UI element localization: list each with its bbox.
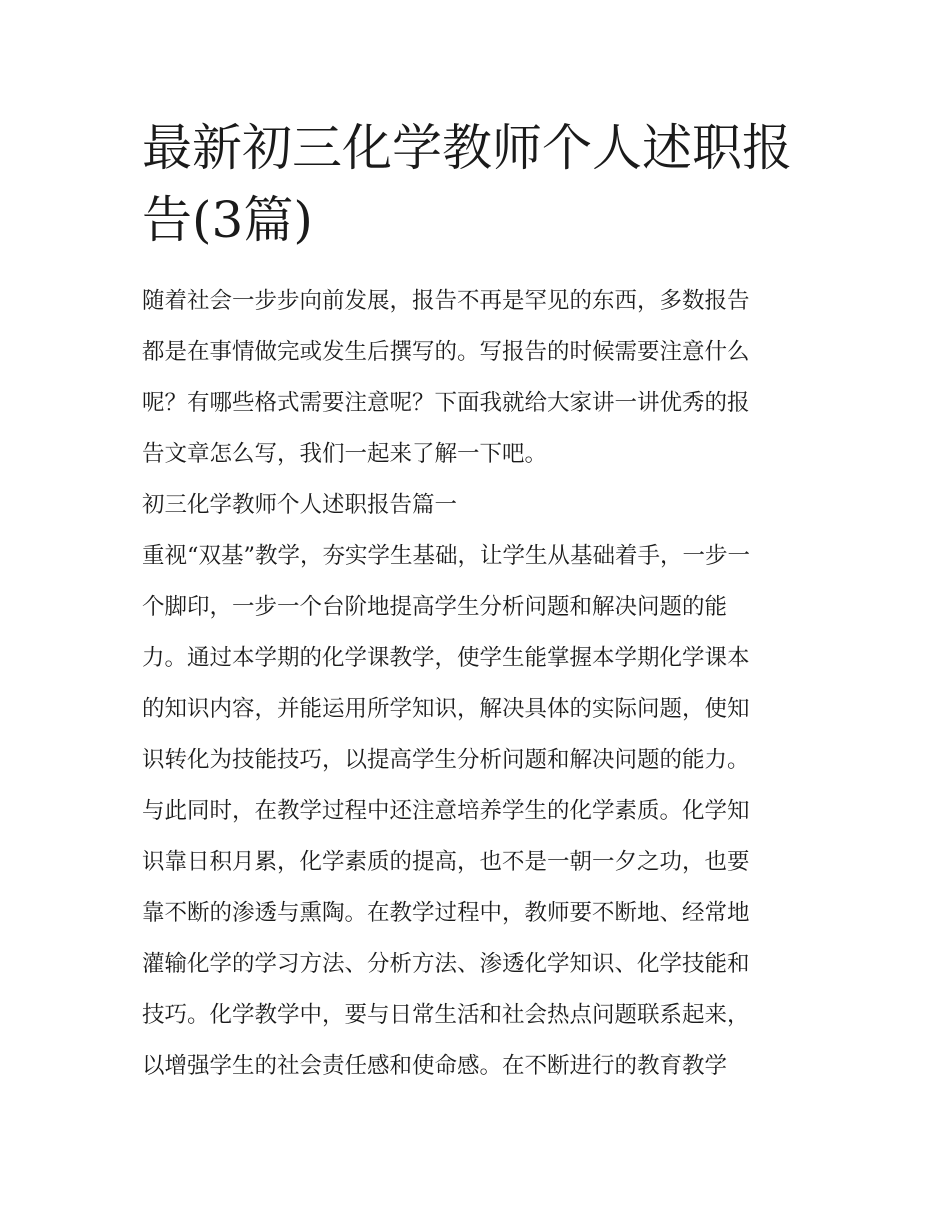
section-heading-text: 初三化学教师个人述职报告篇一 (142, 492, 458, 518)
paragraph-line: 识转化为技能技巧，以提高学生分析问题和解决问题的能力。 (142, 747, 750, 773)
paragraph-line: 识靠日积月累，化学素质的提高，也不是一朝一夕之功，也要 (142, 849, 750, 875)
section-heading (142, 480, 822, 531)
paragraph-line: 力。通过本学期的化学课教学，使学生能掌握本学期化学课本 (142, 645, 750, 671)
paragraph-line: 告文章怎么写，我们一起来了解一下吧。 (142, 441, 548, 467)
paragraph-line: 随着社会一步步向前发展，报告不再是罕见的东西，多数报告 (142, 288, 750, 314)
paragraph-line: 重视“双基”教学，夯实学生基础，让学生从基础着手，一步一 (142, 543, 751, 569)
paragraph-line: 靠不断的渗透与熏陶。在教学过程中，教师要不断地、经常地 (142, 900, 750, 926)
paragraph-line: 的知识内容，并能运用所学知识，解决具体的实际问题，使知 (142, 696, 750, 722)
intro-paragraph (142, 276, 822, 480)
paragraph-line: 都是在事情做完或发生后撰写的。写报告的时候需要注意什么 (142, 339, 750, 365)
paragraph-line: 以增强学生的社会责任感和使命感。在不断进行的教育教学 (142, 1053, 728, 1079)
paragraph-line: 个脚印，一步一个台阶地提高学生分析问题和解决问题的能 (142, 594, 728, 620)
section-body-paragraph (142, 531, 822, 1092)
title-line: 告(3篇) (142, 191, 313, 249)
title-line: 最新初三化学教师个人述职报 (142, 119, 792, 177)
paragraph-line: 呢？有哪些格式需要注意呢？下面我就给大家讲一讲优秀的报 (142, 390, 750, 416)
paragraph-line: 灌输化学的学习方法、分析方法、渗透化学知识、化学技能和 (142, 951, 750, 977)
paragraph-line: 技巧。化学教学中，要与日常生活和社会热点问题联系起来， (142, 1002, 750, 1028)
document-title (142, 112, 822, 256)
paragraph-line: 与此同时，在教学过程中还注意培养学生的化学素质。化学知 (142, 798, 750, 824)
